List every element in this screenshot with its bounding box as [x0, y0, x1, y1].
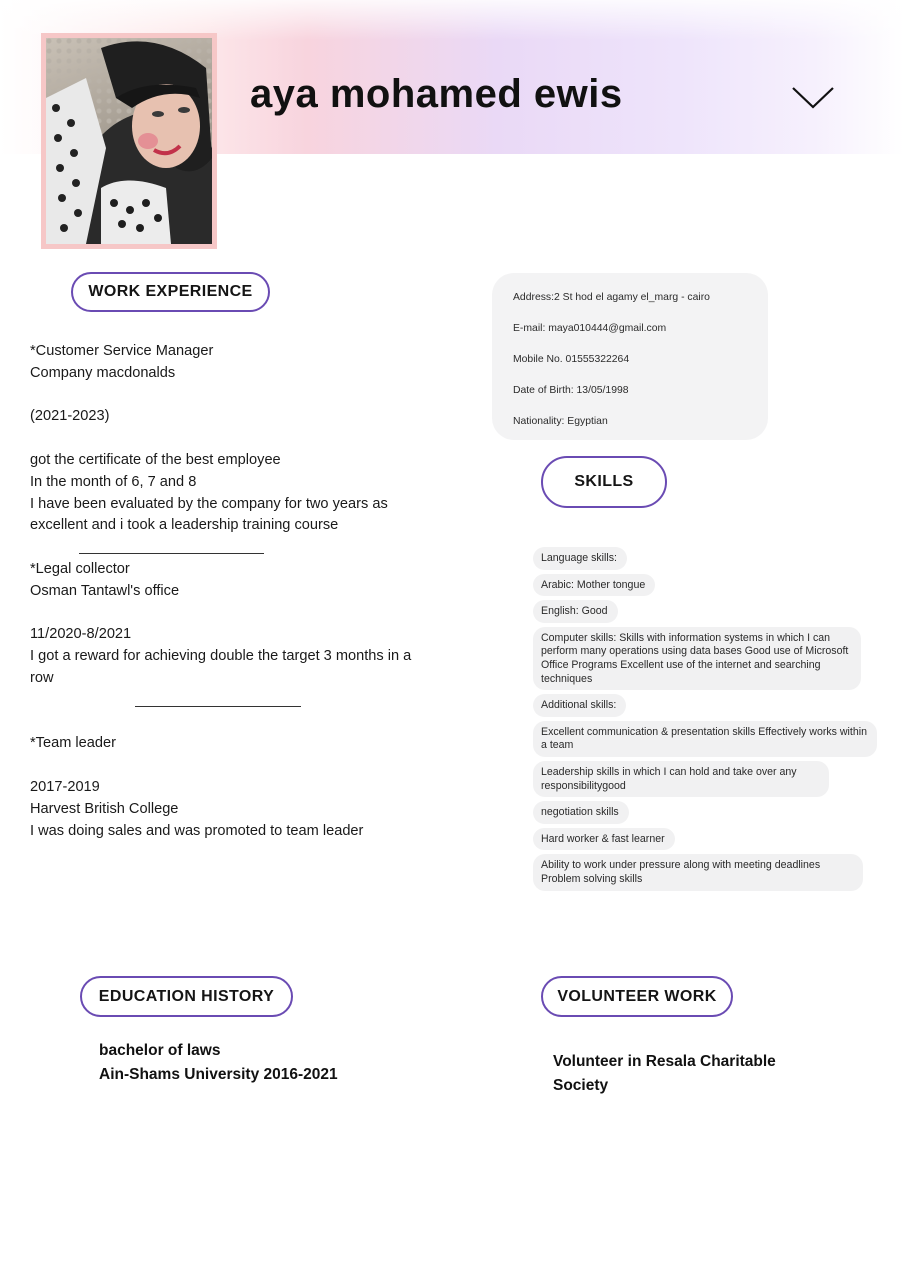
skill-item: Arabic: Mother tongue: [533, 574, 655, 597]
education-history-heading: EDUCATION HISTORY: [80, 976, 293, 1017]
job3-detail-1: I was doing sales and was promoted to team leader: [30, 822, 364, 839]
job1-detail-1: got the certificate of the best employee: [30, 451, 281, 468]
job2-detail-1: I got a reward for achieving double the target 3 months in a row: [30, 648, 412, 686]
divider-line: [135, 706, 301, 707]
volunteer-work-heading: VOLUNTEER WORK: [541, 976, 733, 1017]
job3-dates: 2017-2019: [30, 778, 100, 795]
skill-item: Computer skills: Skills with information systems in which I can perform many operations using data bases Good use of Microsoft Office Programs Excellent use of the internet and searching techniques: [533, 627, 861, 690]
skills-heading: SKILLS: [541, 456, 667, 508]
skill-item: Excellent communication & presentation skills Effectively works within a team: [533, 721, 877, 757]
skill-item: Ability to work under pressure along with meeting deadlines Problem solving skills: [533, 854, 863, 890]
skill-item: Hard worker & fast learner: [533, 828, 675, 851]
skill-item: Leadership skills in which I can hold and take over any responsibilitygood: [533, 761, 829, 797]
job1-company: Company macdonalds: [30, 364, 176, 381]
contact-address: Address:2 St hod el agamy el_marg - cairo: [513, 292, 710, 303]
chevron-down-icon[interactable]: [791, 86, 835, 110]
job1-dates: (2021-2023): [30, 408, 110, 425]
skill-item: Language skills:: [533, 547, 627, 570]
profile-photo-frame: [41, 33, 217, 249]
contact-mobile: Mobile No. 01555322264: [513, 354, 630, 365]
job1-title: *Customer Service Manager: [30, 343, 214, 359]
job2-title: *Legal collector: [30, 560, 130, 577]
skills-list: [533, 547, 883, 891]
job3-title: *Team leader: [30, 735, 116, 752]
work-experience-body: [30, 341, 430, 842]
work-experience-heading: WORK EXPERIENCE: [71, 272, 270, 312]
education-school: Ain-Shams University 2016-2021: [99, 1065, 338, 1083]
profile-photo: [46, 38, 212, 244]
divider-line: [79, 553, 264, 554]
skill-item: English: Good: [533, 600, 618, 623]
job2-dates: 11/2020-8/2021: [30, 626, 132, 643]
education-degree: bachelor of laws: [99, 1042, 221, 1059]
volunteer-entry: Volunteer in Resala Charitable Society: [553, 1053, 776, 1094]
skill-item: Additional skills:: [533, 694, 626, 717]
contact-dob: Date of Birth: 13/05/1998: [513, 385, 629, 396]
skill-item: negotiation skills: [533, 801, 629, 824]
contact-info-card: [492, 273, 768, 440]
job1-detail-3: I have been evaluated by the company for two years as excellent and i took a leadership training course: [30, 495, 388, 534]
job3-company: Harvest British College: [30, 800, 179, 817]
portrait-illustration: [46, 38, 212, 244]
contact-email: E-mail: maya010444@gmail.com: [513, 323, 667, 334]
job1-detail-2: In the month of 6, 7 and 8: [30, 473, 197, 490]
contact-nationality: Nationality: Egyptian: [513, 416, 608, 427]
education-entry: [99, 1039, 338, 1086]
candidate-name: aya mohamed ewis: [250, 72, 623, 116]
job2-company: Osman Tantawl's office: [30, 582, 180, 599]
